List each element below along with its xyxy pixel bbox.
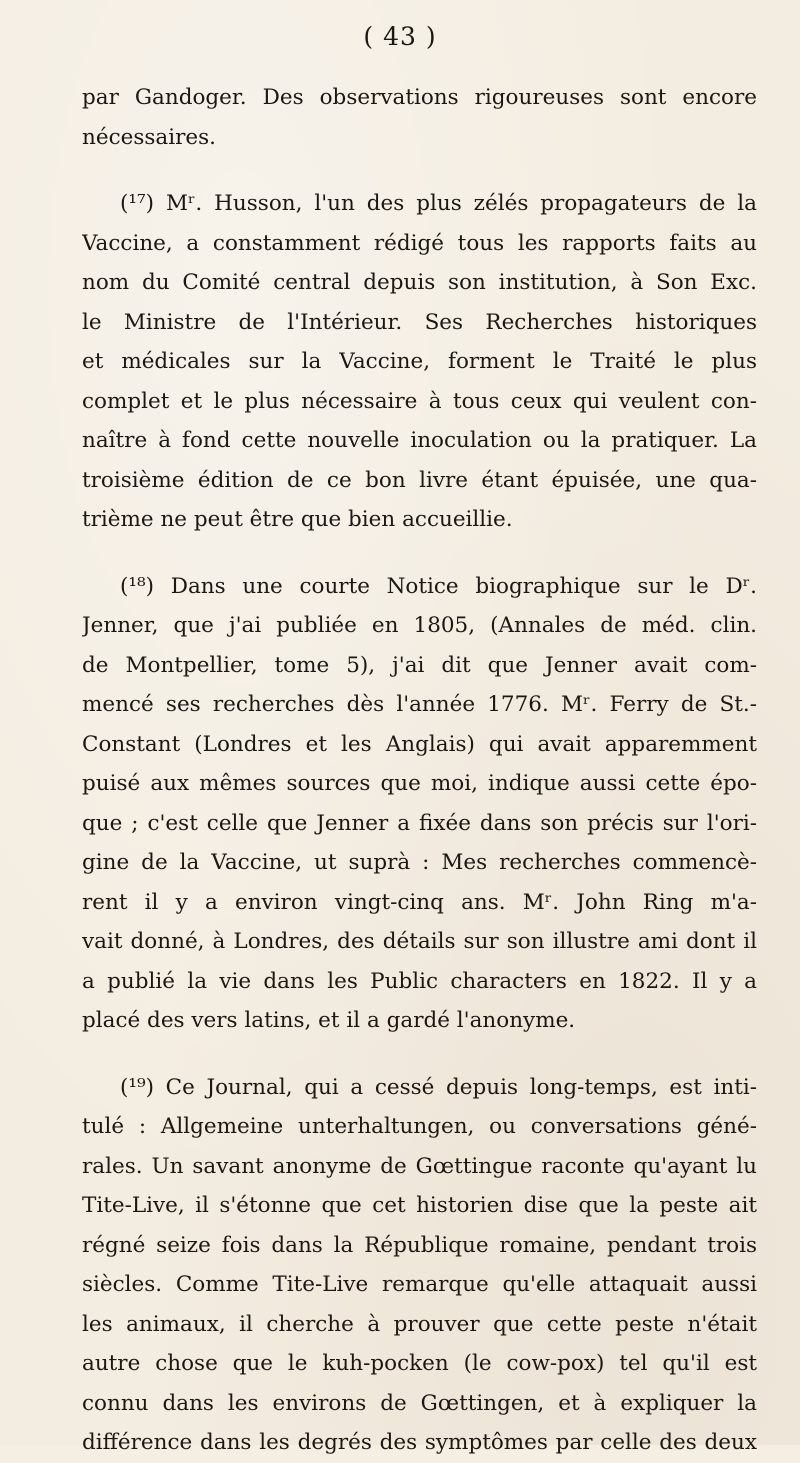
page-text: [82, 78, 757, 1463]
text-line: rales. Un savant anonyme de Gœttingue raconte qu'ayant lu: [82, 1153, 757, 1179]
text-line: placé des vers latins, et il a gardé l'anonyme.: [82, 1008, 576, 1033]
text-line: par Gandoger. Des observations rigoureuses sont encore: [82, 85, 757, 110]
text-line: Vaccine, a constamment rédigé tous les rapports faits au: [82, 230, 757, 256]
text-line: puisé aux mêmes sources que moi, indique aussi cette épo-: [82, 771, 757, 796]
text-line: et médicales sur la Vaccine, forment le Traité le plus: [82, 349, 757, 374]
note-18: [82, 567, 757, 1041]
text-line: (¹⁹) Ce Journal, qui a cessé depuis long-temps, est inti-: [120, 1074, 757, 1100]
text-line: Jenner, que j'ai publiée en 1805, (Annales de méd. clin.: [82, 613, 757, 638]
text-line: a publié la vie dans les Public characters en 1822. Il y a: [82, 968, 757, 994]
page-number: ( 43 ): [363, 22, 437, 51]
text-line: différence dans les degrés des symptômes par celle des deux: [82, 1430, 757, 1455]
text-line: (¹⁸) Dans une courte Notice biographique sur le Dʳ.: [120, 573, 757, 599]
text-line: Tite-Live, il s'étonne que cet historien dise que la peste ait: [82, 1193, 757, 1218]
text-line: le Ministre de l'Intérieur. Ses Recherches historiques: [82, 309, 757, 335]
note-17: [82, 184, 757, 540]
text-line: nom du Comité central depuis son institution, à Son Exc.: [82, 270, 757, 295]
text-line: Constant (Londres et les Anglais) qui avait apparemment: [82, 731, 757, 757]
text-line: régné seize fois dans la République romaine, pendant trois: [82, 1232, 757, 1258]
text-line: les animaux, il cherche à prouver que cette peste n'était: [82, 1311, 757, 1337]
text-line: mencé ses recherches dès l'année 1776. Mʳ. Ferry de St.-: [82, 692, 757, 717]
text-line: complet et le plus nécessaire à tous ceux qui veulent con-: [82, 388, 757, 414]
text-line: que ; c'est celle que Jenner a fixée dans son précis sur l'ori-: [82, 810, 757, 836]
text-line: de Montpellier, tome 5), j'ai dit que Jenner avait com-: [82, 652, 757, 678]
text-line: trième ne peut être que bien accueillie.: [82, 507, 513, 532]
text-line: autre chose que le kuh-pocken (le cow-pox) tel qu'il est: [82, 1351, 757, 1376]
text-line: tulé : Allgemeine unterhaltungen, ou conversations géné-: [82, 1114, 757, 1139]
text-line: naître à fond cette nouvelle inoculation ou la pratiquer. La: [82, 428, 757, 453]
text-line: gine de la Vaccine, ut suprà : Mes recherches commencè-: [82, 850, 757, 875]
text-line: connu dans les environs de Gœttingen, et à expliquer la: [82, 1390, 757, 1416]
paragraph-continuation: [82, 78, 757, 157]
text-line: rent il y a environ vingt-cinq ans. Mʳ. John Ring m'a-: [82, 889, 757, 915]
note-19: [82, 1068, 757, 1463]
text-line: (¹⁷) Mʳ. Husson, l'un des plus zélés propagateurs de la: [120, 191, 757, 216]
text-line: nécessaires.: [82, 124, 216, 150]
text-line: troisième édition de ce bon livre étant épuisée, une qua-: [82, 467, 757, 493]
text-line: siècles. Comme Tite-Live remarque qu'elle attaquait aussi: [82, 1272, 757, 1297]
text-line: vait donné, à Londres, des détails sur son illustre ami dont il: [82, 929, 757, 954]
